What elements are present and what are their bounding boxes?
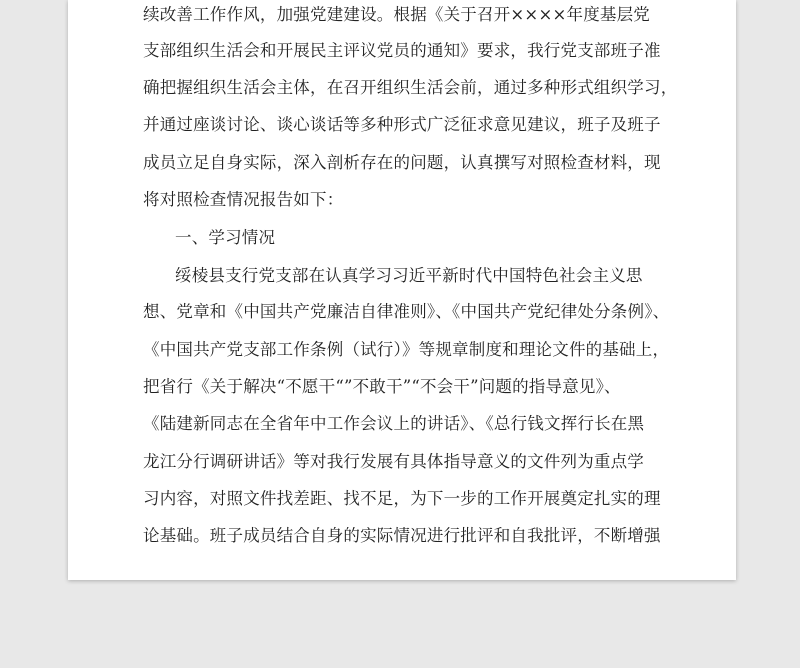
intro-line-5: 成员立足自身实际，深入剖析存在的问题，认真撰写对照检查材料，现	[143, 153, 661, 172]
section-heading: 一、学习情况	[175, 228, 276, 247]
study-line-3: 《中国共产党支部工作条例（试行）》等规章制度和理论文件的基础上，	[143, 340, 670, 359]
intro-line-4: 并通过座谈讨论、谈心谈话等多种形式广泛征求意见建议，班子及班子	[143, 115, 661, 134]
study-line-8: 论基础。班子成员结合自身的实际情况进行批评和自我批评，不断增强	[143, 526, 661, 545]
study-line-4: 把省行《关于解决“不愿干“”不敢干”“不会干”问题的指导意见》、	[143, 377, 621, 396]
intro-line-6: 将对照检查情况报告如下：	[143, 190, 344, 209]
study-line-1: 绥棱县支行党支部在认真学习习近平新时代中国特色社会主义思	[175, 266, 643, 285]
intro-line-1: 续改善工作作风，加强党建建设。根据《关于召开××××年度基层党	[143, 5, 651, 24]
study-line-7: 习内容，对照文件找差距、找不足，为下一步的工作开展奠定扎实的理	[143, 489, 661, 508]
study-line-2: 想、党章和《中国共产党廉洁自律准则》、《中国共产党纪律处分条例》、	[143, 302, 670, 321]
intro-line-2: 支部组织生活会和开展民主评议党员的通知》要求，我行党支部班子准	[143, 41, 661, 60]
study-line-5: 《陆建新同志在全省年中工作会议上的讲话》、《总行钱文挥行长在黑	[143, 414, 645, 433]
document-page	[68, 0, 736, 580]
study-line-6: 龙江分行调研讲话》等对我行发展有具体指导意义的文件列为重点学	[143, 452, 644, 471]
intro-line-3: 确把握组织生活会主体，在召开组织生活会前，通过多种形式组织学习，	[143, 78, 678, 97]
